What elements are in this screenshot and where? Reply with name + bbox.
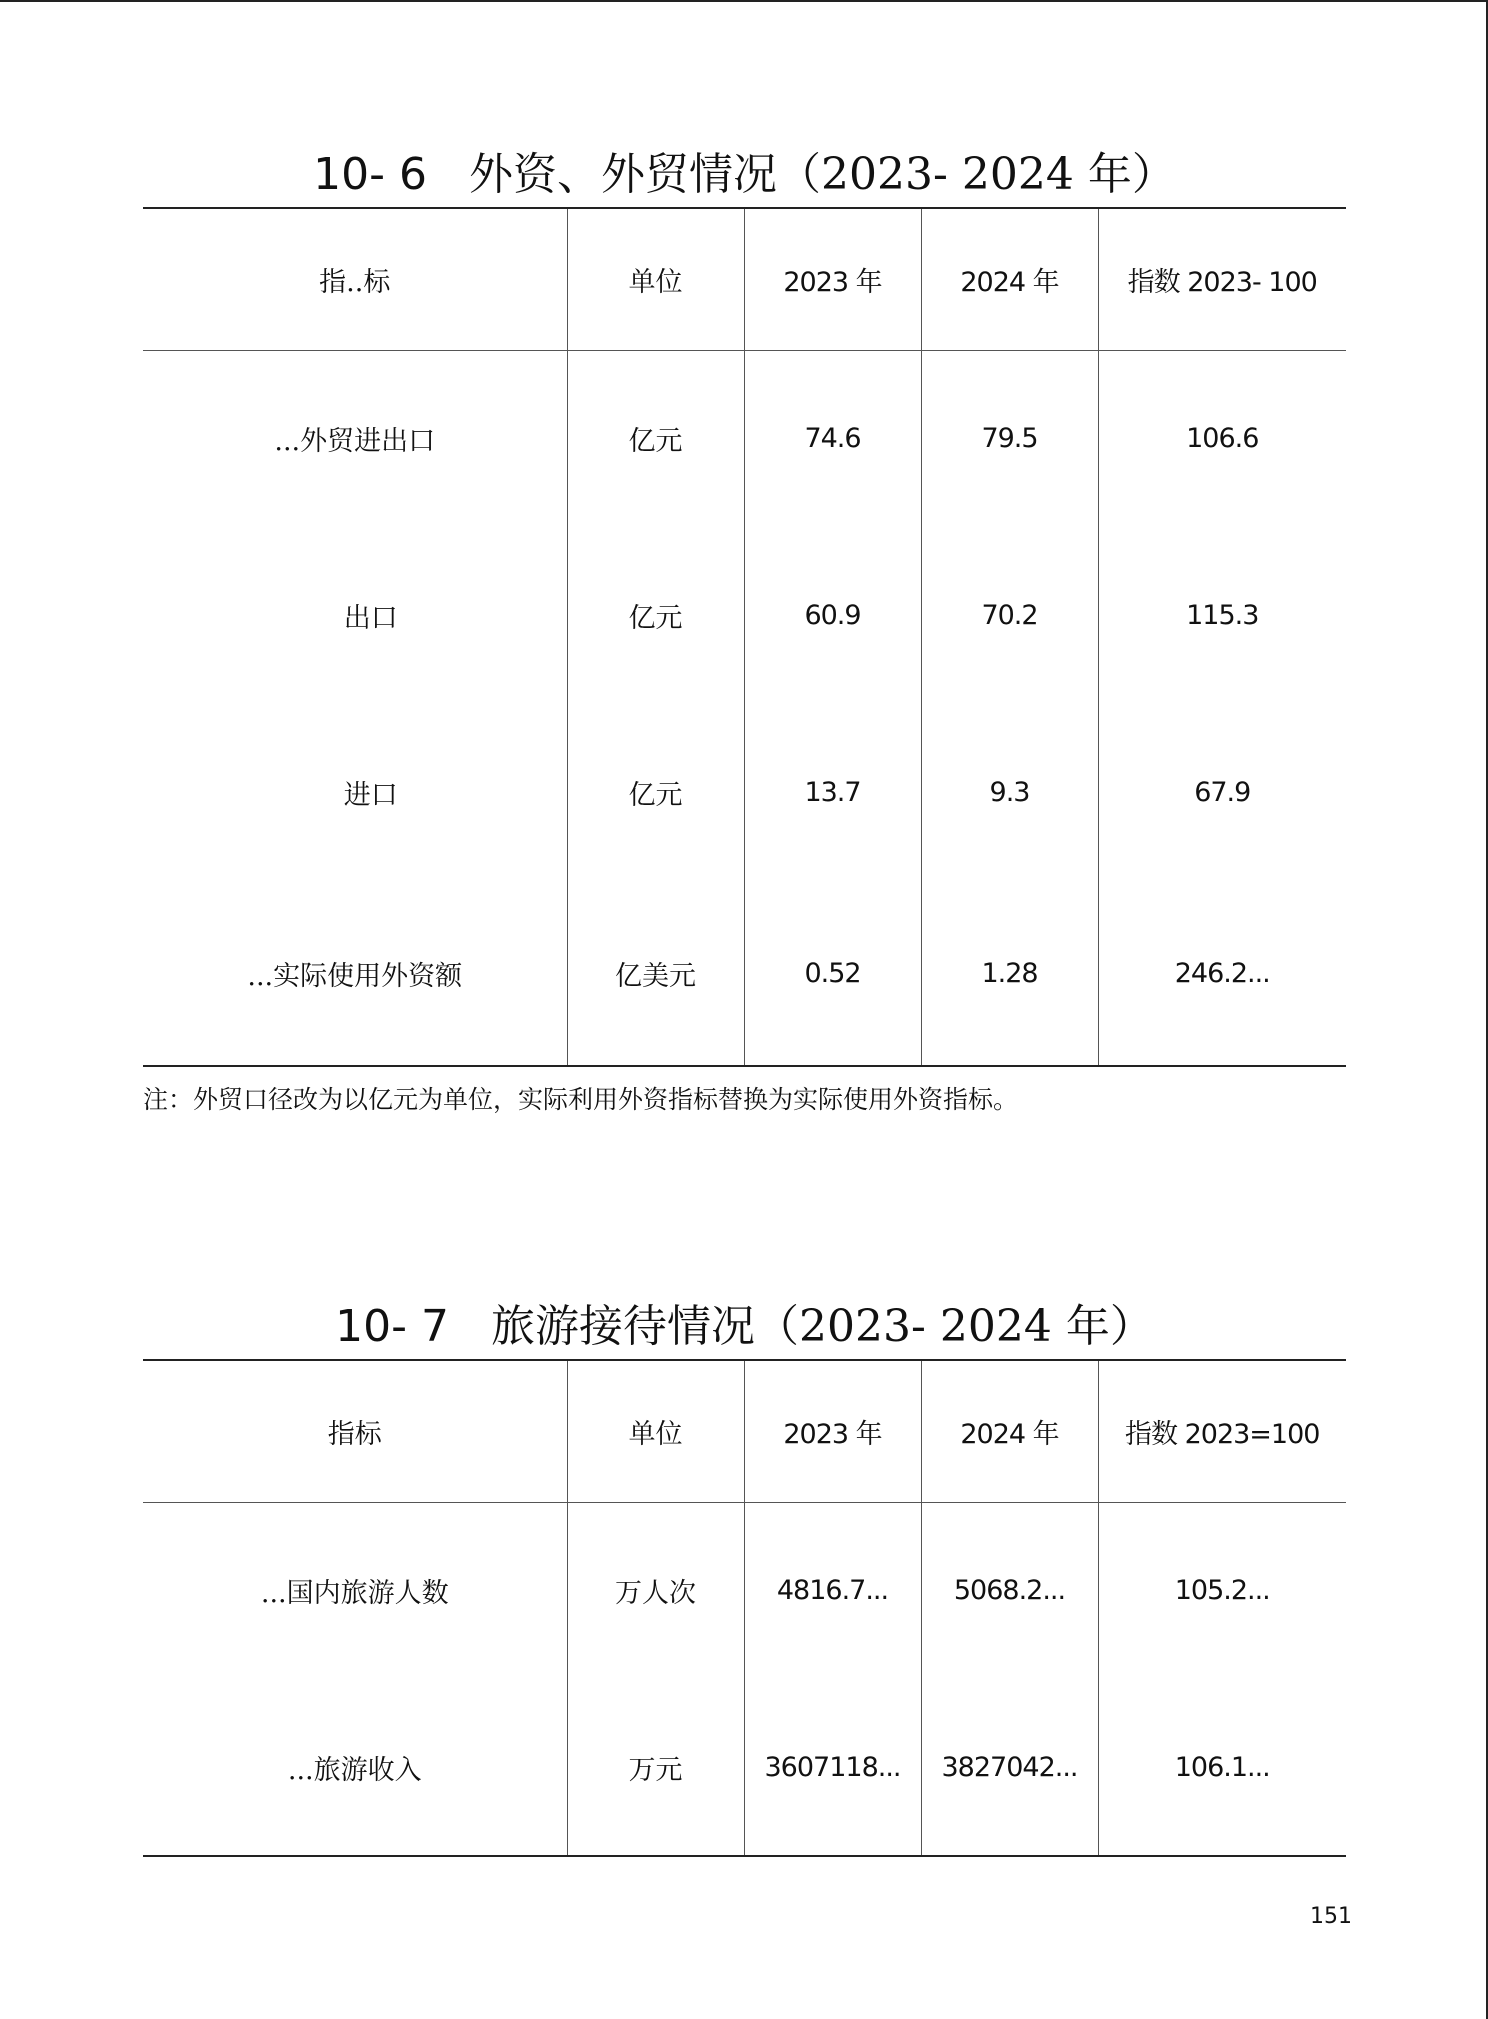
unit-cell: 亿元 [567, 704, 744, 881]
indicator-cell: ...外贸进出口 [143, 350, 567, 527]
table2-header-row [143, 1360, 1346, 1502]
table1-note: 注：外贸口径改为以亿元为单位，实际利用外资指标替换为实际使用外资指标。 [143, 1085, 1019, 1114]
unit-cell: 亿元 [567, 527, 744, 704]
unit-cell: 万元 [567, 1679, 744, 1856]
value-2024-cell: 1.28 [921, 881, 1098, 1066]
table-row [143, 881, 1346, 1066]
value-2023-cell: 4816.7... [744, 1502, 921, 1679]
value-2024-cell: 9.3 [921, 704, 1098, 881]
unit-cell: 亿元 [567, 350, 744, 527]
index-cell: 105.2... [1098, 1502, 1346, 1679]
table2-header-indicator: 指标 [143, 1360, 567, 1502]
table1-title [143, 138, 1346, 202]
table-row [143, 704, 1346, 881]
table2-number: 10- 7 [335, 1301, 450, 1352]
unit-cell: 万人次 [567, 1502, 744, 1679]
indicator-cell: ...旅游收入 [143, 1679, 567, 1856]
indicator-cell: 进口 [143, 704, 567, 881]
value-2023-cell: 0.52 [744, 881, 921, 1066]
value-2024-cell: 79.5 [921, 350, 1098, 527]
table2-header-unit: 单位 [567, 1360, 744, 1502]
table2 [143, 1359, 1346, 1857]
value-2024-cell: 5068.2... [921, 1502, 1098, 1679]
table1 [143, 207, 1346, 1067]
table1-header-row [143, 208, 1346, 350]
table1-header-index: 指数 2023- 100 [1098, 208, 1346, 350]
table1-title-text: 外资、外贸情况（2023- 2024 年） [469, 149, 1176, 200]
index-cell: 246.2... [1098, 881, 1346, 1066]
table1-header-unit: 单位 [567, 208, 744, 350]
value-2024-cell: 3827042... [921, 1679, 1098, 1856]
page-number: 151 [1310, 1904, 1352, 1929]
table-row [143, 1502, 1346, 1679]
table1-header-indicator: 指..标 [143, 208, 567, 350]
table-row [143, 527, 1346, 704]
index-cell: 106.1... [1098, 1679, 1346, 1856]
index-cell: 106.6 [1098, 350, 1346, 527]
value-2023-cell: 74.6 [744, 350, 921, 527]
value-2024-cell: 70.2 [921, 527, 1098, 704]
table1-header-2024: 2024 年 [921, 208, 1098, 350]
table-row [143, 1679, 1346, 1856]
index-cell: 67.9 [1098, 704, 1346, 881]
table2-title [143, 1290, 1346, 1354]
indicator-cell: ...实际使用外资额 [143, 881, 567, 1066]
table1-number: 10- 6 [313, 149, 428, 200]
unit-cell: 亿美元 [567, 881, 744, 1066]
value-2023-cell: 13.7 [744, 704, 921, 881]
index-cell: 115.3 [1098, 527, 1346, 704]
table-row [143, 350, 1346, 527]
table2-header-index: 指数 2023=100 [1098, 1360, 1346, 1502]
value-2023-cell: 60.9 [744, 527, 921, 704]
indicator-cell: ...国内旅游人数 [143, 1502, 567, 1679]
table2-header-2024: 2024 年 [921, 1360, 1098, 1502]
table1-header-2023: 2023 年 [744, 208, 921, 350]
indicator-cell: 出口 [143, 527, 567, 704]
table2-header-2023: 2023 年 [744, 1360, 921, 1502]
value-2023-cell: 3607118... [744, 1679, 921, 1856]
table2-title-text: 旅游接待情况（2023- 2024 年） [491, 1301, 1154, 1352]
